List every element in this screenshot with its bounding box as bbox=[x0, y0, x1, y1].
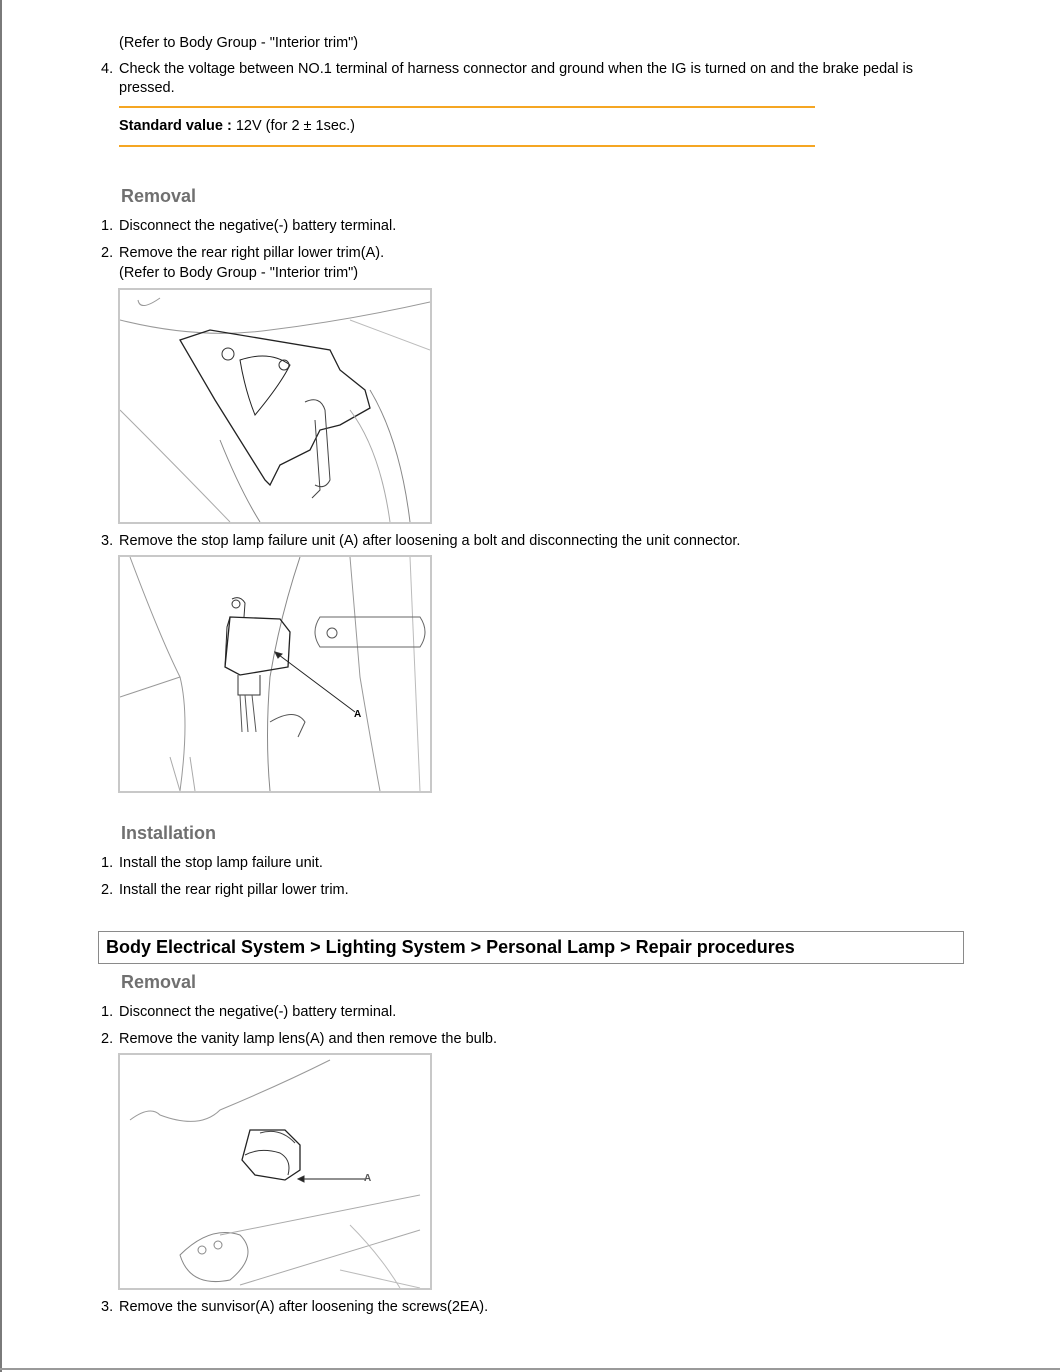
step-number: 2. bbox=[101, 245, 114, 261]
section-heading-installation: Installation bbox=[121, 823, 217, 843]
step-text: Disconnect the negative(-) battery terminal. bbox=[119, 1004, 397, 1020]
standard-value-rule-top bbox=[119, 106, 815, 108]
step-number: 2. bbox=[101, 882, 114, 898]
step-number: 2. bbox=[101, 1031, 114, 1047]
section-heading-removal: Removal bbox=[121, 972, 197, 992]
step-text-continued: pressed. bbox=[119, 80, 175, 96]
step-text: Check the voltage between NO.1 terminal of harness connector and ground when the IG is turned on and the brake pedal is bbox=[119, 61, 913, 77]
step-number: 1. bbox=[101, 1004, 114, 1020]
stop-lamp-failure-unit-figure bbox=[118, 555, 432, 793]
pillar-trim-figure bbox=[118, 288, 432, 524]
section-breadcrumb-title: Body Electrical System > Lighting System > Personal Lamp > Repair procedures bbox=[98, 931, 964, 964]
standard-value-label: Standard value : bbox=[119, 118, 232, 134]
page-border-left bbox=[0, 0, 2, 1372]
step-text: Remove the sunvisor(A) after loosening the screws(2EA). bbox=[119, 1299, 489, 1315]
step-text: Remove the stop lamp failure unit (A) after loosening a bolt and disconnecting the unit connector. bbox=[119, 533, 741, 549]
step-number: 3. bbox=[101, 1299, 114, 1315]
step-text: Remove the rear right pillar lower trim(A). bbox=[119, 245, 385, 261]
figure-callout-label: A bbox=[364, 1173, 372, 1184]
page-border-bottom bbox=[0, 1368, 1060, 1370]
refer-note: (Refer to Body Group - "Interior trim") bbox=[119, 35, 359, 51]
figure-callout-label: A bbox=[354, 709, 362, 720]
standard-value bbox=[119, 116, 355, 136]
standard-value-text: 12V (for 2 ± 1sec.) bbox=[231, 118, 356, 134]
refer-note: (Refer to Body Group - "Interior trim") bbox=[119, 265, 359, 281]
step-text: Install the stop lamp failure unit. bbox=[119, 855, 323, 871]
step-number: 1. bbox=[101, 218, 114, 234]
step-text: Install the rear right pillar lower trim. bbox=[119, 882, 349, 898]
step-text: Disconnect the negative(-) battery terminal. bbox=[119, 218, 397, 234]
step-number: 1. bbox=[101, 855, 114, 871]
step-number: 3. bbox=[101, 533, 114, 549]
section-heading-removal: Removal bbox=[121, 186, 197, 206]
step-text: Remove the vanity lamp lens(A) and then remove the bulb. bbox=[119, 1031, 498, 1047]
step-number: 4. bbox=[101, 61, 114, 77]
standard-value-rule-bottom bbox=[119, 145, 815, 147]
vanity-lamp-figure bbox=[118, 1053, 432, 1290]
